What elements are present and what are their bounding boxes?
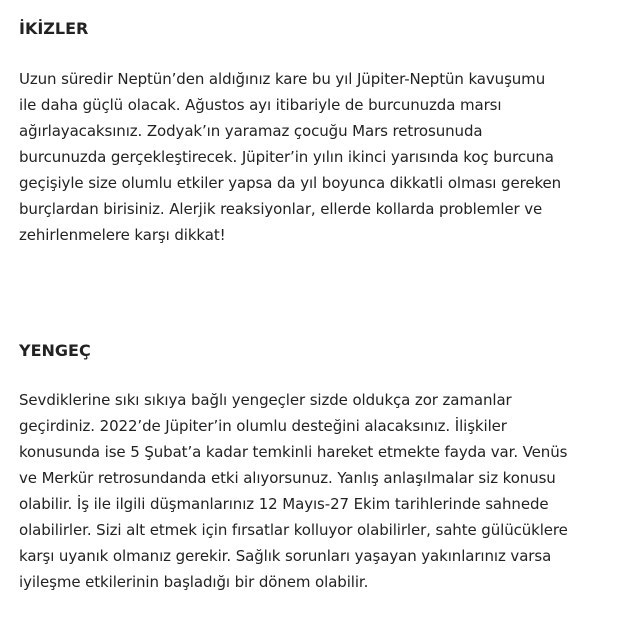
paragraph-line: Uzun süredir Neptün’den aldığınız kare bu yıl Jüpiter-Neptün kavuşumu [19, 70, 546, 88]
paragraph-line: ve Merkür retrosundanda etki alıyorsunuz. Yanlış anlaşılmalar siz konusu [19, 469, 556, 487]
paragraph-line: konusunda ise 5 Şubat’a kadar temkinli hareket etmekte fayda var. Venüs [19, 443, 568, 461]
section-title-yengec: YENGEÇ [19, 341, 91, 360]
paragraph-line: karşı uyanık olmanız gerekir. Sağlık sorunları yaşayan yakınlarınız varsa [19, 547, 552, 565]
section-body-ikizler [19, 66, 619, 248]
paragraph-line: Sevdiklerine sıkı sıkıya bağlı yengeçler sizde oldukça zor zamanlar [19, 391, 512, 409]
paragraph-line: ağırlayacaksınız. Zodyak’ın yaramaz çocuğu Mars retrosunuda [19, 122, 483, 140]
paragraph-line: olabilir. İş ile ilgili düşmanlarınız 12 Mayıs-27 Ekim tarihlerinde sahnede [19, 495, 549, 513]
paragraph-line: zehirlenmelere karşı dikkat! [19, 226, 226, 244]
paragraph-line: burcunuzda gerçekleştirecek. Jüpiter’in yılın ikinci yarısında koç burcuna [19, 148, 554, 166]
section-title-ikizler: İKİZLER [19, 19, 89, 38]
paragraph-line: geçişiyle size olumlu etkiler yapsa da yıl boyunca dikkatli olması gereken [19, 174, 562, 192]
paragraph-line: ile daha güçlü olacak. Ağustos ayı itibariyle de burcunuzda marsı [19, 96, 502, 114]
paragraph-line: iyileşme etkilerinin başladığı bir dönem olabilir. [19, 573, 369, 591]
paragraph-line: geçirdiniz. 2022’de Jüpiter’in olumlu desteğini alacaksınız. İlişkiler [19, 417, 507, 435]
paragraph-line: burçlardan birisiniz. Alerjik reaksiyonlar, ellerde kollarda problemler ve [19, 200, 543, 218]
paragraph-line: olabilirler. Sizi alt etmek için fırsatlar kolluyor olabilirler, sahte gülücüklere [19, 521, 568, 539]
section-body-yengec [19, 387, 619, 595]
